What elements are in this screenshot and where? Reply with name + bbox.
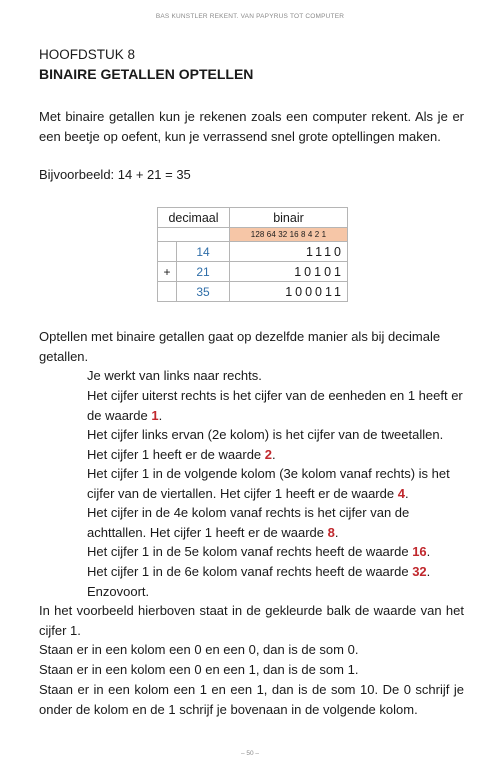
weights-blank-cell: [158, 228, 230, 242]
decimal-column-header: decimaal: [158, 208, 230, 228]
decimal-value: 21: [177, 262, 230, 282]
intro-paragraph: Met binaire getallen kun je rekenen zoals een computer rekent. Als je er een beetje op oefent, kun je verrassend snel grote optellingen maken.: [39, 109, 464, 144]
list-item: Het cijfer 1 in de volgende kolom (3e kolom vanaf rechts) is het cijfer van de viertallen. Het cijfer 1 heeft er de waarde 4.: [87, 466, 450, 501]
operator-cell: [158, 282, 177, 302]
list-item: Enzovoort.: [87, 584, 150, 599]
decimal-value: 35: [177, 282, 230, 302]
place-value-bar: 128 64 32 16 8 4 2 1: [230, 228, 348, 242]
body-paragraph: Staan er in een kolom een 1 en een 1, dan is de som 10. De 0 schrijf je onder de kolom en de 1 schrijf je bovenaan in de volgende kolom.: [39, 682, 464, 717]
binary-value: 1110: [230, 242, 348, 262]
operator-cell: +: [158, 262, 177, 282]
chapter-label: HOOFDSTUK 8: [39, 47, 136, 62]
binary-addition-table: [157, 207, 348, 302]
place-value: 8: [327, 524, 335, 540]
list-item: Het cijfer in de 4e kolom vanaf rechts is het cijfer van de achttallen. Het cijfer 1 heeft er de waarde 8.: [87, 505, 410, 540]
page-number: – 50 –: [240, 750, 260, 757]
place-value: 2: [264, 446, 272, 462]
list-item: Het cijfer links ervan (2e kolom) is het cijfer van de tweetallen. Het cijfer 1 heeft er de waarde 2.: [87, 427, 444, 462]
place-value: 16: [412, 544, 427, 559]
place-value: 1: [151, 407, 159, 423]
list-item: Je werkt van links naar rechts.: [87, 368, 262, 383]
intro-example: Bijvoorbeeld: 14 + 21 = 35: [39, 167, 191, 182]
place-value: 32: [412, 564, 427, 579]
binary-value: 10101: [230, 262, 348, 282]
list-item: Het cijfer 1 in de 6e kolom vanaf rechts heeft de waarde 32.: [87, 564, 431, 579]
binary-column-header: binair: [230, 208, 348, 228]
body-paragraph: In het voorbeeld hierboven staat in de gekleurde balk de waarde van het cijfer 1.: [39, 603, 464, 638]
list-item: Het cijfer 1 in de 5e kolom vanaf rechts heeft de waarde 16.: [87, 544, 431, 559]
body-paragraph: Optellen met binaire getallen gaat op dezelfde manier als bij decimale getallen.: [39, 329, 441, 364]
table-header-row: [158, 208, 348, 228]
running-header: BAS KUNSTLER REKENT. VAN PAPYRUS TOT COMPUTER: [155, 13, 345, 20]
table-row: [158, 262, 348, 282]
chapter-title: BINAIRE GETALLEN OPTELLEN: [39, 66, 254, 82]
place-value: 4: [397, 485, 405, 501]
body-paragraph: Staan er in een kolom een 0 en een 0, dan is de som 0.: [39, 642, 359, 657]
decimal-value: 14: [177, 242, 230, 262]
body-paragraph: Staan er in een kolom een 0 en een 1, dan is de som 1.: [39, 662, 359, 677]
binary-value: 100011: [230, 282, 348, 302]
table-row: [158, 242, 348, 262]
table-row: [158, 282, 348, 302]
list-item: Het cijfer uiterst rechts is het cijfer van de eenheden en 1 heeft er de waarde 1.: [87, 388, 463, 423]
operator-cell: [158, 242, 177, 262]
weights-row: [158, 228, 348, 242]
